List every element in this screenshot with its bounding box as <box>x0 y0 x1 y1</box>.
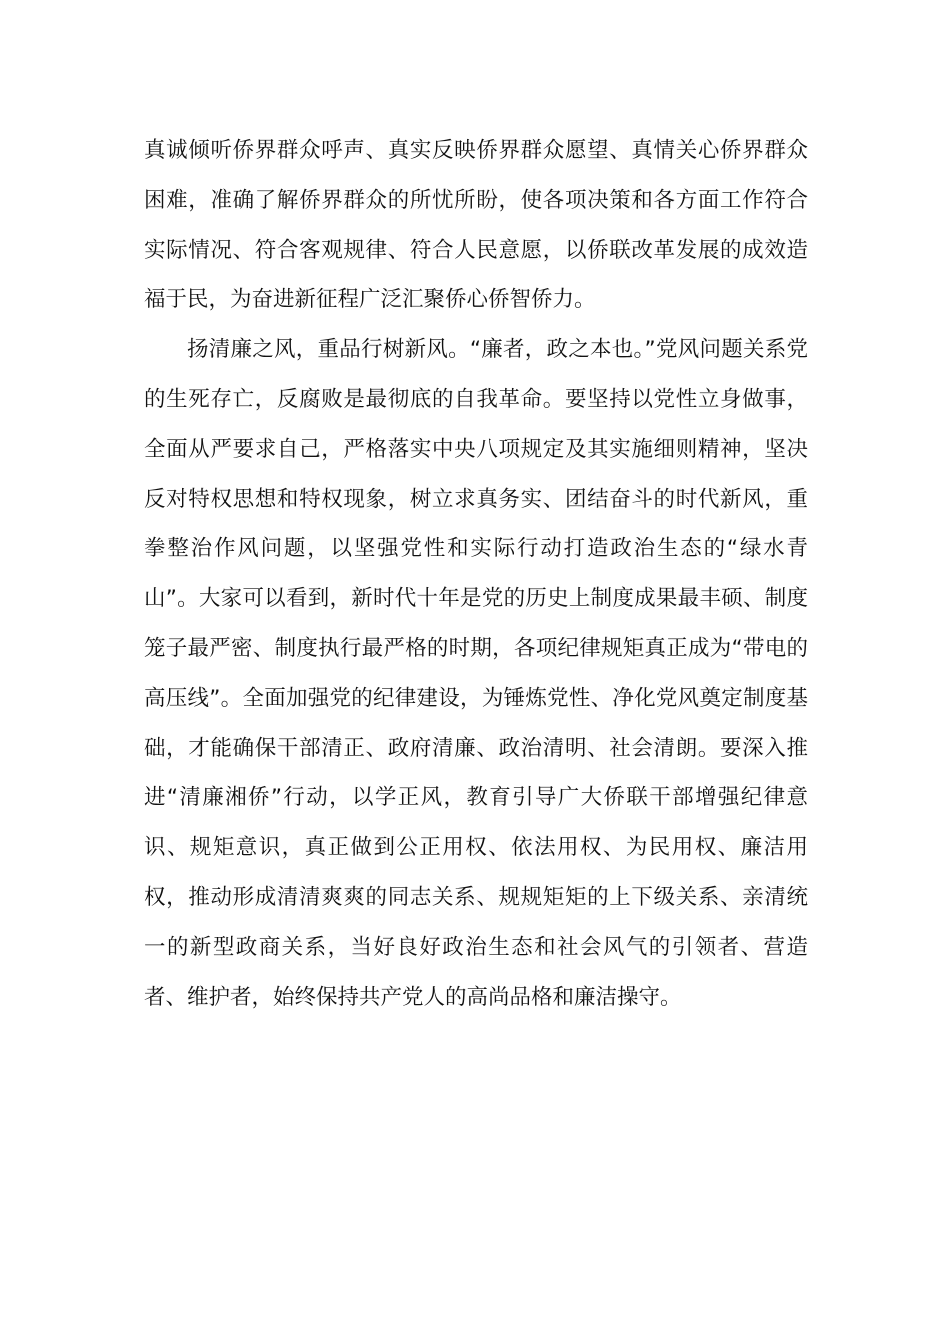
paragraph-continuation: 真诚倾听侨界群众呼声、真实反映侨界群众愿望、真情关心侨界群众困难，准确了解侨界群众的所忧所盼，使各项决策和各方面工作符合实际情况、符合客观规律、符合人民意愿，以侨联改革发展的成效造福于民，为奋进新征程广泛汇聚侨心侨智侨力。 <box>144 138 808 313</box>
document-body <box>144 126 808 1022</box>
paragraph-integrity: 扬清廉之风，重品行树新风。“廉者，政之本也。”党风问题关系党的生死存亡，反腐败是最彻底的自我革命。要坚持以党性立身做事，全面从严要求自己，严格落实中央八项规定及其实施细则精神，坚决反对特权思想和特权现象，树立求真务实、团结奋斗的时代新风，重拳整治作风问题，以坚强党性和实际行动打造政治生态的“绿水青山”。大家可以看到，新时代十年是党的历史上制度成果最丰硕、制度笼子最严密、制度执行最严格的时期，各项纪律规矩真正成为“带电的高压线”。全面加强党的纪律建设，为锤炼党性、净化党风奠定制度基础，才能确保干部清正、政府清廉、政治清明、社会清朗。要深入推进“清廉湘侨”行动，以学正风，教育引导广大侨联干部增强纪律意识、规矩意识，真正做到公正用权、依法用权、为民用权、廉洁用权，推动形成清清爽爽的同志关系、规规矩矩的上下级关系、亲清统一的新型政商关系，当好良好政治生态和社会风气的引领者、营造者、维护者，始终保持共产党人的高尚品格和廉洁操守。 <box>144 337 808 1010</box>
